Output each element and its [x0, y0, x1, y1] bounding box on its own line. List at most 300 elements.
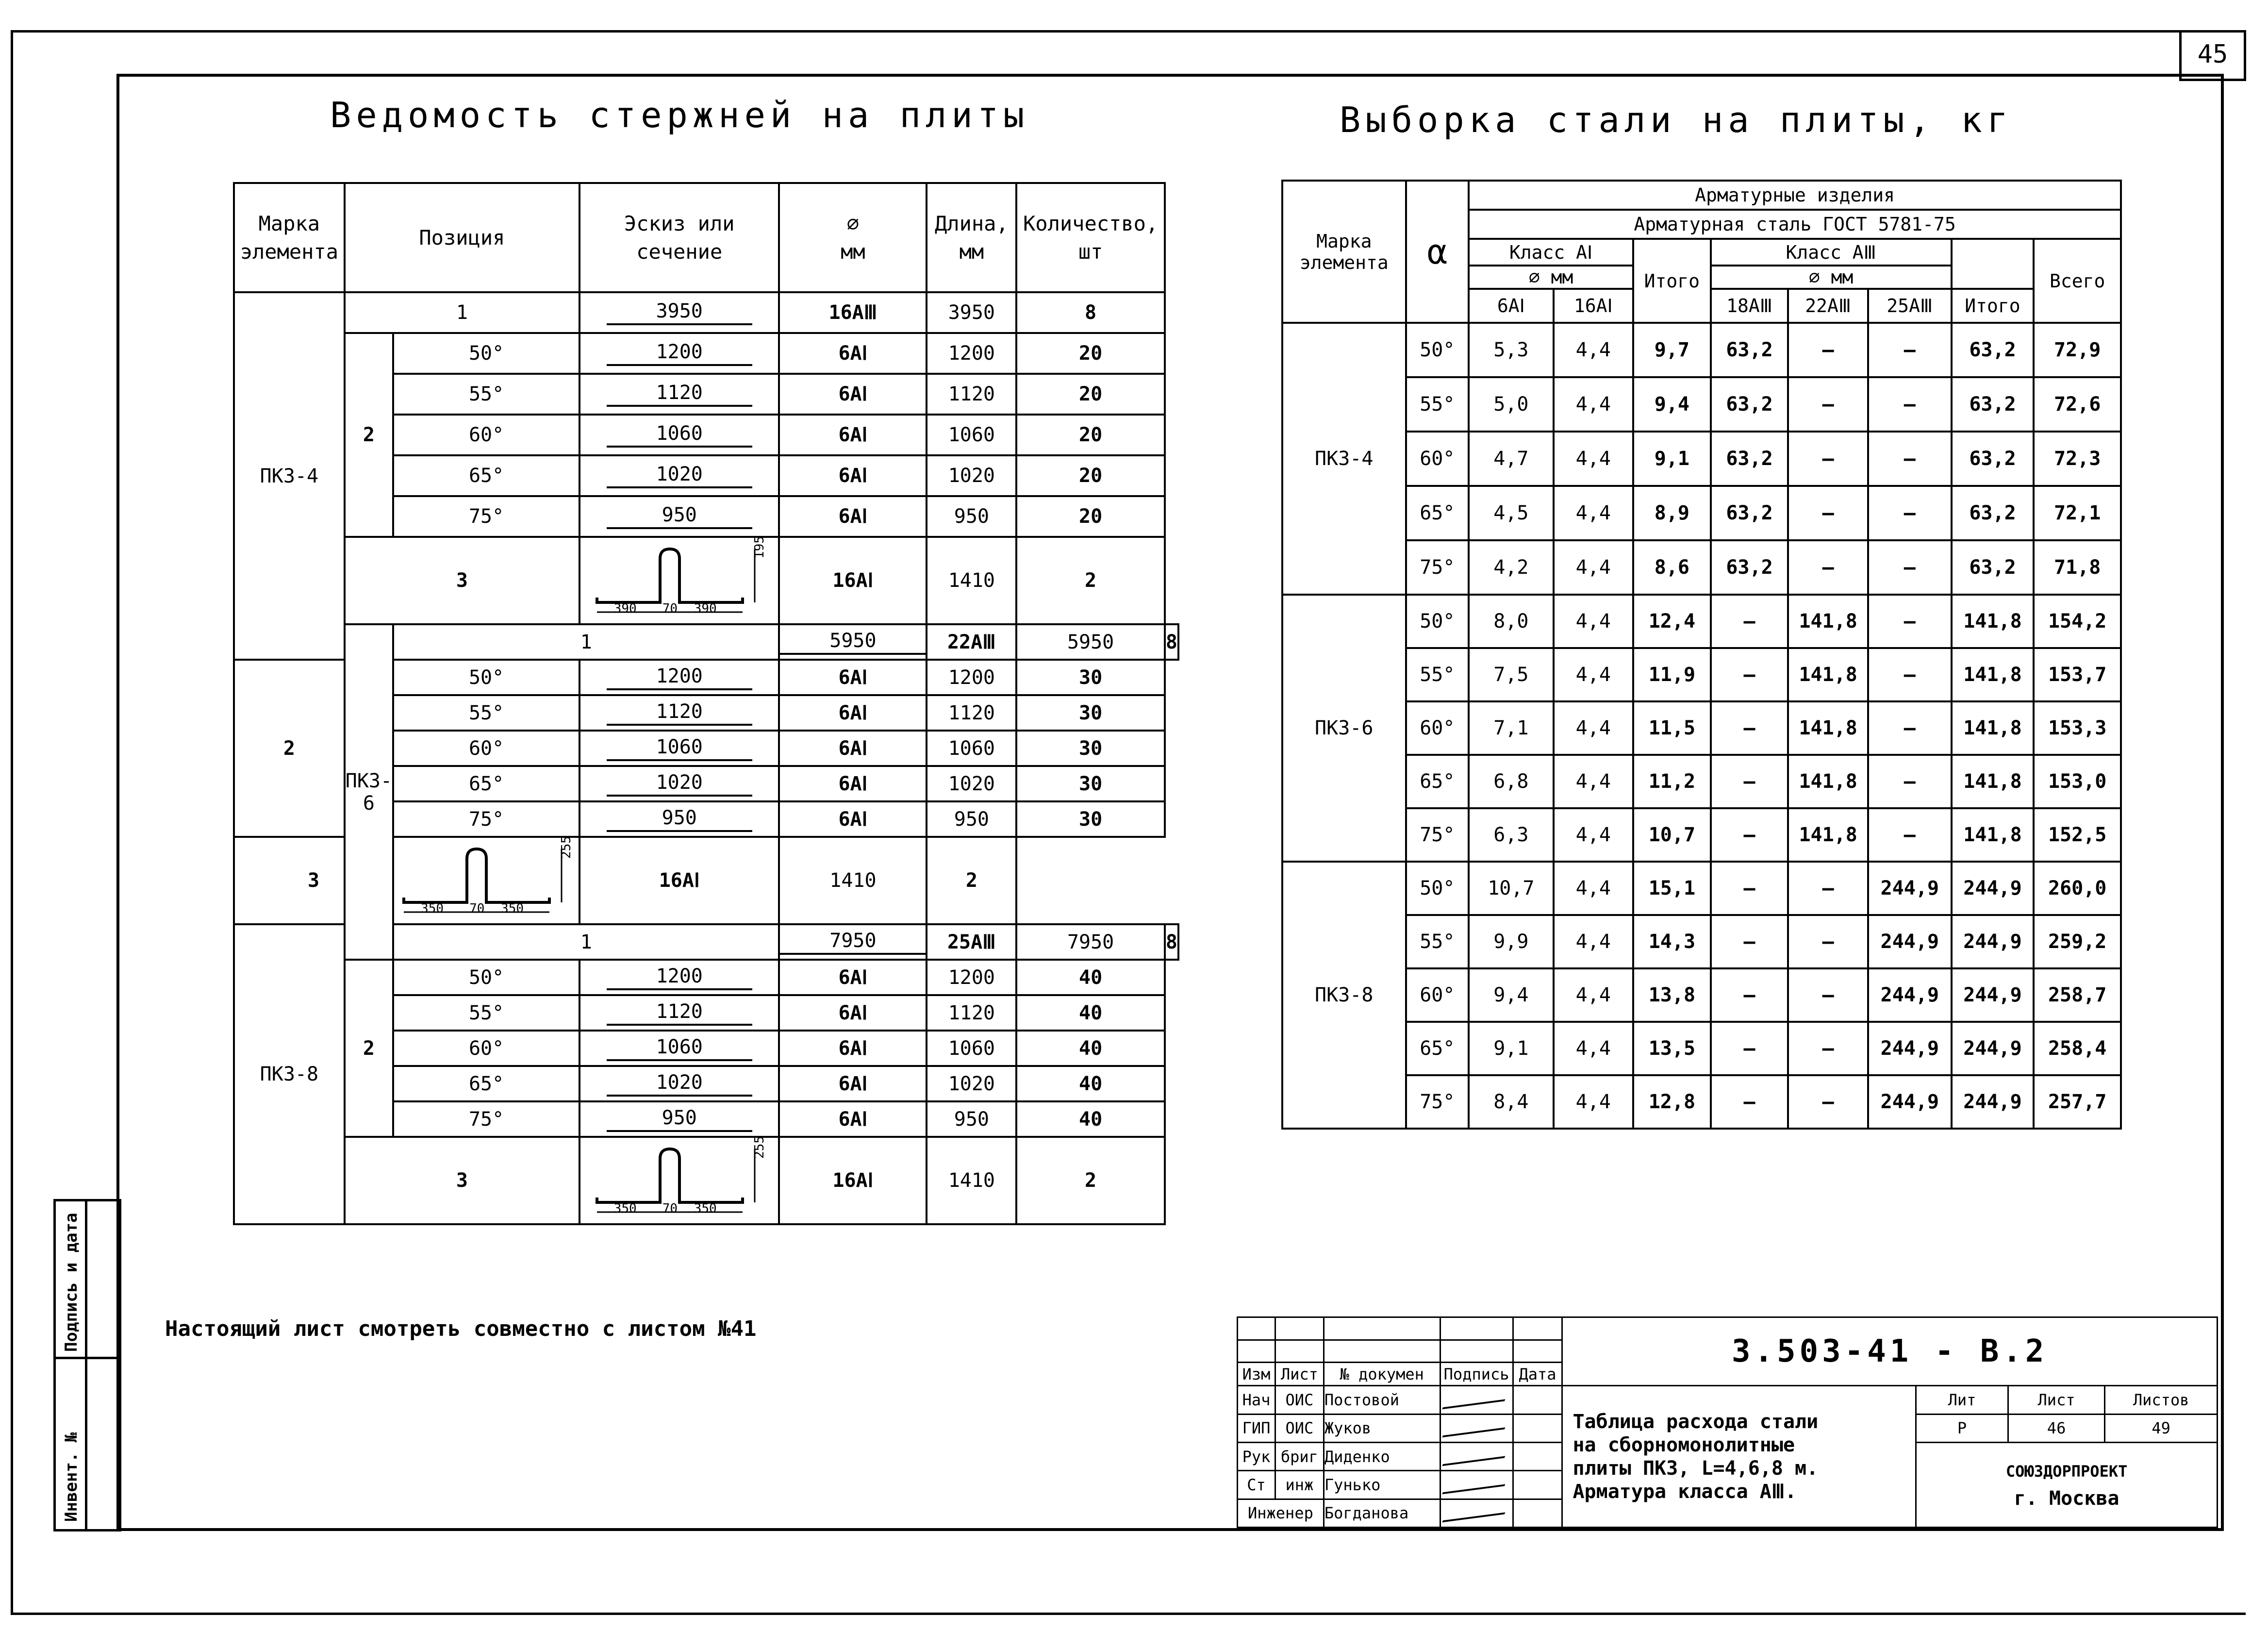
sketch-length: 5950 — [780, 630, 926, 655]
steel-value: 244,9 — [1952, 1022, 2034, 1075]
position: 2 — [345, 333, 393, 537]
angle-alpha: 55° — [1406, 648, 1469, 701]
name-zhukov: Жуков — [1324, 1414, 1440, 1442]
quantity: 20 — [1016, 333, 1165, 374]
inventory-number-label: Инвент. № — [62, 1432, 81, 1522]
header-steel: Арматурная сталь ГОСТ 5781-75 — [1469, 210, 2121, 239]
quantity: 20 — [1016, 496, 1165, 537]
length: 5950 — [1016, 624, 1165, 660]
hook-drawing — [587, 536, 772, 617]
sketch-length: 1020 — [607, 1071, 752, 1097]
length: 1200 — [927, 960, 1016, 995]
sketch-length: 1200 — [607, 965, 752, 990]
sheet-number: 45 — [2179, 30, 2246, 81]
bar-row — [234, 960, 1178, 995]
steel-value: 141,8 — [1952, 595, 2034, 648]
quantity: 2 — [1016, 1137, 1165, 1224]
steel-value: 141,8 — [1788, 595, 1868, 648]
steel-value: 63,2 — [1711, 486, 1788, 540]
hook-drawing — [394, 836, 579, 917]
diameter: 22АⅢ — [927, 624, 1016, 660]
bar-row — [234, 837, 1178, 924]
steel-row — [1282, 1022, 2121, 1075]
steel-value: — — [1711, 968, 1788, 1022]
angle: 50° — [393, 333, 579, 374]
bar-sketch — [579, 292, 779, 333]
quantity: 40 — [1016, 1101, 1165, 1137]
steel-value: 4,4 — [1554, 1022, 1633, 1075]
steel-value: — — [1788, 323, 1868, 377]
position: 1 — [393, 624, 779, 660]
steel-value: 4,4 — [1554, 915, 1633, 968]
angle: 50° — [393, 660, 579, 695]
length: 1200 — [927, 333, 1016, 374]
steel-value: 15,1 — [1633, 862, 1711, 915]
angle: 65° — [393, 455, 579, 496]
bar-row — [234, 537, 1178, 624]
sketch-length: 3950 — [607, 300, 752, 325]
steel-value: — — [1788, 968, 1868, 1022]
diameter: 6АⅠ — [779, 731, 927, 766]
diameter: 6АⅠ — [779, 1066, 927, 1101]
quantity: 30 — [1016, 766, 1165, 801]
bar-sketch — [579, 415, 779, 455]
steel-value: 4,5 — [1469, 486, 1553, 540]
steel-value: 8,9 — [1633, 486, 1711, 540]
sheet-note: Настоящий лист смотреть совместно с листом №41 — [165, 1316, 757, 1341]
steel-value: 244,9 — [1868, 862, 1952, 915]
steel-value: 141,8 — [1788, 808, 1868, 862]
bar-sketch — [579, 374, 779, 415]
steel-value: — — [1868, 701, 1952, 755]
position: 3 — [345, 537, 579, 624]
document-title: Таблица расхода стали на сборномонолитные плиты ПК3, L=4,6,8 м. Арматура класса АⅢ. — [1562, 1386, 1916, 1528]
steel-value: 4,4 — [1554, 968, 1633, 1022]
col-sketch: Эскиз или сечение — [579, 183, 779, 292]
steel-value: 9,7 — [1633, 323, 1711, 377]
sheet-value: 46 — [2008, 1414, 2105, 1442]
element-mark: ПК3-4 — [1282, 323, 1406, 595]
steel-value: 63,2 — [1711, 432, 1788, 486]
length: 1020 — [927, 766, 1016, 801]
role-st: Ст — [1238, 1471, 1275, 1499]
steel-value: 63,2 — [1711, 377, 1788, 432]
angle: 65° — [393, 1066, 579, 1101]
bar-sketch — [579, 801, 779, 837]
quantity: 8 — [1165, 624, 1178, 660]
quantity: 30 — [1016, 660, 1165, 695]
angle: 55° — [393, 695, 579, 731]
steel-value: 153,3 — [2034, 701, 2121, 755]
steel-value: 14,3 — [1633, 915, 1711, 968]
col-quantity: Количество, шт — [1016, 183, 1165, 292]
dim-a: 350 — [421, 901, 444, 916]
steel-value: — — [1868, 808, 1952, 862]
steel-value: — — [1788, 1075, 1868, 1129]
signature — [1440, 1442, 1513, 1470]
steel-row — [1282, 595, 2121, 648]
length: 1410 — [927, 537, 1016, 624]
angle-alpha: 50° — [1406, 595, 1469, 648]
steel-value: 63,2 — [1952, 540, 2034, 595]
header-class1: Класс АⅠ — [1469, 239, 1633, 266]
steel-value: 4,2 — [1469, 540, 1553, 595]
sketch-length: 1120 — [607, 1000, 752, 1026]
steel-value: 152,5 — [2034, 808, 2121, 862]
diameter: 6АⅠ — [779, 1101, 927, 1137]
steel-value: — — [1788, 540, 1868, 595]
steel-value: 141,8 — [1952, 648, 2034, 701]
steel-value: 153,0 — [2034, 755, 2121, 808]
steel-value: 8,4 — [1469, 1075, 1553, 1129]
steel-value: — — [1868, 323, 1952, 377]
binding-strip — [53, 1199, 121, 1531]
length: 1020 — [927, 455, 1016, 496]
steel-value: 4,4 — [1554, 808, 1633, 862]
angle: 75° — [393, 496, 579, 537]
steel-value: 244,9 — [1868, 968, 1952, 1022]
steel-value: 244,9 — [1952, 1075, 2034, 1129]
steel-value: — — [1868, 486, 1952, 540]
steel-row — [1282, 648, 2121, 701]
bar-sketch — [579, 1066, 779, 1101]
steel-value: 72,9 — [2034, 323, 2121, 377]
steel-value: 12,8 — [1633, 1075, 1711, 1129]
hook-drawing — [587, 1136, 772, 1217]
steel-value: — — [1711, 862, 1788, 915]
col-mark: Марка элемента — [234, 183, 345, 292]
sketch-length: 1200 — [607, 341, 752, 366]
hdr-date: Дата — [1513, 1363, 1562, 1386]
steel-value: — — [1788, 1022, 1868, 1075]
angle-alpha: 75° — [1406, 808, 1469, 862]
dim-c: 350 — [694, 1201, 717, 1216]
steel-value: 10,7 — [1469, 862, 1553, 915]
length: 950 — [927, 496, 1016, 537]
col-total2: Итого — [1952, 289, 2034, 323]
steel-value: — — [1788, 377, 1868, 432]
steel-value: 141,8 — [1952, 808, 2034, 862]
hook-sketch — [579, 537, 779, 624]
diameter: 6АⅠ — [779, 455, 927, 496]
steel-row — [1282, 755, 2121, 808]
angle-alpha: 75° — [1406, 1075, 1469, 1129]
steel-value: 13,5 — [1633, 1022, 1711, 1075]
steel-value: 5,0 — [1469, 377, 1553, 432]
angle: 55° — [393, 374, 579, 415]
steel-value: 4,4 — [1554, 1075, 1633, 1129]
steel-value: 63,2 — [1952, 432, 2034, 486]
steel-value: — — [1868, 648, 1952, 701]
steel-value: 4,4 — [1554, 540, 1633, 595]
col-position: Позиция — [345, 183, 579, 292]
dim-c: 350 — [501, 901, 524, 916]
bar-row — [234, 624, 1178, 660]
element-mark: ПК3-6 — [1282, 595, 1406, 862]
bar-sketch — [579, 496, 779, 537]
dept-nach: ОИС — [1275, 1386, 1324, 1414]
sketch-length: 1120 — [607, 382, 752, 407]
name-bogdanova: Богданова — [1324, 1499, 1440, 1527]
sketch-length: 1020 — [607, 771, 752, 797]
sketch-length: 7950 — [780, 930, 926, 955]
bar-sketch — [579, 333, 779, 374]
sign-date-label: Подпись и дата — [62, 1213, 81, 1352]
steel-value: 260,0 — [2034, 862, 2121, 915]
steel-row — [1282, 377, 2121, 432]
steel-value: 244,9 — [1868, 1075, 1952, 1129]
diameter: 16АⅠ — [779, 1137, 927, 1224]
steel-value: 13,8 — [1633, 968, 1711, 1022]
col-grand-total: Всего — [2034, 239, 2121, 323]
hook-sketch — [393, 837, 579, 924]
quantity: 8 — [1016, 292, 1165, 333]
steel-value: — — [1711, 1022, 1788, 1075]
steel-value: 4,4 — [1554, 701, 1633, 755]
steel-value: 63,2 — [1711, 323, 1788, 377]
steel-value: 4,4 — [1554, 595, 1633, 648]
hdr-sign: Подпись — [1440, 1363, 1513, 1386]
steel-value: 9,9 — [1469, 915, 1553, 968]
name-didenko: Диденко — [1324, 1442, 1440, 1470]
steel-sample-title: Выборка стали на плиты, кг — [1340, 100, 2013, 140]
quantity: 40 — [1016, 1066, 1165, 1101]
steel-value: 4,7 — [1469, 432, 1553, 486]
dim-a: 390 — [613, 601, 637, 616]
dim-h: 195 — [752, 536, 767, 559]
steel-value: 7,5 — [1469, 648, 1553, 701]
col-alpha: α — [1406, 181, 1469, 323]
angle-alpha: 60° — [1406, 432, 1469, 486]
angle: 50° — [393, 960, 579, 995]
steel-value: 7,1 — [1469, 701, 1553, 755]
col-18AIII: 18АⅢ — [1711, 289, 1788, 323]
bar-sketch — [579, 960, 779, 995]
steel-value: — — [1711, 595, 1788, 648]
diameter: 6АⅠ — [779, 374, 927, 415]
steel-value: 4,4 — [1554, 432, 1633, 486]
angle-alpha: 50° — [1406, 323, 1469, 377]
angle-alpha: 55° — [1406, 915, 1469, 968]
diameter: 6АⅠ — [779, 415, 927, 455]
angle-alpha: 65° — [1406, 1022, 1469, 1075]
steel-value: 141,8 — [1952, 755, 2034, 808]
steel-value: 72,3 — [2034, 432, 2121, 486]
steel-value: 258,7 — [2034, 968, 2121, 1022]
angle-alpha: 50° — [1406, 862, 1469, 915]
sketch-length: 1020 — [607, 463, 752, 488]
hdr-doc: № докумен — [1324, 1363, 1440, 1386]
diameter: 6АⅠ — [779, 333, 927, 374]
quantity: 2 — [927, 837, 1016, 924]
quantity: 40 — [1016, 1031, 1165, 1066]
element-mark: ПК3-6 — [345, 624, 393, 960]
angle: 55° — [393, 995, 579, 1031]
name-postovoy: Постовой — [1324, 1386, 1440, 1414]
length: 1060 — [927, 1031, 1016, 1066]
quantity: 40 — [1016, 960, 1165, 995]
element-mark: ПК3-8 — [234, 924, 345, 1224]
col-22AIII: 22АⅢ — [1788, 289, 1868, 323]
header-dmm-1: ⌀ мм — [1469, 266, 1633, 289]
diameter: 6АⅠ — [779, 1031, 927, 1066]
steel-value: 10,7 — [1633, 808, 1711, 862]
angle-alpha: 75° — [1406, 540, 1469, 595]
dim-h: 255 — [752, 1136, 767, 1159]
element-mark: ПК3-8 — [1282, 862, 1406, 1129]
length: 950 — [927, 801, 1016, 837]
steel-value: 9,4 — [1469, 968, 1553, 1022]
sketch-length: 950 — [607, 1107, 752, 1132]
steel-value: 9,1 — [1469, 1022, 1553, 1075]
steel-value: 154,2 — [2034, 595, 2121, 648]
steel-value: — — [1788, 915, 1868, 968]
header-class3: Класс АⅢ — [1711, 239, 1952, 266]
dim-c: 390 — [694, 601, 717, 616]
steel-value: 6,3 — [1469, 808, 1553, 862]
bar-sketch — [579, 660, 779, 695]
length: 1060 — [927, 415, 1016, 455]
sheets-value: 49 — [2105, 1414, 2218, 1442]
dept-ruk: бриг — [1275, 1442, 1324, 1470]
steel-value: 63,2 — [1952, 486, 2034, 540]
position: 3 — [345, 1137, 579, 1224]
quantity: 20 — [1016, 455, 1165, 496]
angle: 60° — [393, 731, 579, 766]
signature — [1440, 1386, 1513, 1414]
length: 1410 — [927, 1137, 1016, 1224]
length: 950 — [927, 1101, 1016, 1137]
steel-value: 244,9 — [1868, 1022, 1952, 1075]
steel-value: — — [1868, 432, 1952, 486]
sketch-length: 1120 — [607, 700, 752, 726]
steel-row — [1282, 701, 2121, 755]
angle: 75° — [393, 1101, 579, 1137]
steel-value: — — [1868, 540, 1952, 595]
bar-sketch — [579, 695, 779, 731]
lit-label: Лит — [1916, 1386, 2008, 1414]
diameter: 6АⅠ — [779, 766, 927, 801]
steel-row — [1282, 540, 2121, 595]
steel-value: 141,8 — [1788, 648, 1868, 701]
angle-alpha: 55° — [1406, 377, 1469, 432]
bar-sketch — [779, 624, 927, 660]
quantity: 20 — [1016, 415, 1165, 455]
steel-value: 244,9 — [1952, 968, 2034, 1022]
angle-alpha: 65° — [1406, 486, 1469, 540]
steel-row — [1282, 432, 2121, 486]
length: 1020 — [927, 1066, 1016, 1101]
position: 3 — [234, 837, 393, 924]
steel-value: 258,4 — [2034, 1022, 2121, 1075]
steel-value: 244,9 — [1868, 915, 1952, 968]
steel-value: — — [1711, 915, 1788, 968]
diameter: 6АⅠ — [779, 801, 927, 837]
length: 1410 — [779, 837, 927, 924]
steel-row — [1282, 968, 2121, 1022]
steel-value: 63,2 — [1952, 323, 2034, 377]
length: 1120 — [927, 374, 1016, 415]
steel-value: 8,0 — [1469, 595, 1553, 648]
steel-value: 4,4 — [1554, 377, 1633, 432]
diameter: 16АⅢ — [779, 292, 927, 333]
sketch-length: 1060 — [607, 736, 752, 761]
quantity: 30 — [1016, 695, 1165, 731]
header-dmm-3: ⌀ мм — [1711, 266, 1952, 289]
steel-value: 4,4 — [1554, 755, 1633, 808]
steel-row — [1282, 915, 2121, 968]
steel-value: 71,8 — [2034, 540, 2121, 595]
quantity: 30 — [1016, 801, 1165, 837]
hdr-izm: Изм — [1238, 1363, 1275, 1386]
position: 2 — [345, 960, 393, 1137]
steel-value: 63,2 — [1711, 540, 1788, 595]
steel-value: 11,2 — [1633, 755, 1711, 808]
hook-sketch — [579, 1137, 779, 1224]
bar-schedule-table — [233, 182, 1179, 1225]
dept-st: инж — [1275, 1471, 1324, 1499]
steel-value: — — [1788, 486, 1868, 540]
element-mark: ПК3-4 — [234, 292, 345, 660]
steel-row — [1282, 808, 2121, 862]
diameter: 6АⅠ — [779, 496, 927, 537]
steel-value: 72,1 — [2034, 486, 2121, 540]
steel-value: 141,8 — [1788, 755, 1868, 808]
steel-value: — — [1711, 701, 1788, 755]
steel-row — [1282, 323, 2121, 377]
angle: 75° — [393, 801, 579, 837]
steel-value: 11,5 — [1633, 701, 1711, 755]
sheet-label: Лист — [2008, 1386, 2105, 1414]
steel-value: 244,9 — [1952, 862, 2034, 915]
diameter: 6АⅠ — [779, 960, 927, 995]
quantity: 30 — [1016, 731, 1165, 766]
signature — [1440, 1414, 1513, 1442]
bar-sketch — [579, 1101, 779, 1137]
quantity: 8 — [1165, 924, 1178, 960]
bar-row — [234, 292, 1178, 333]
steel-value: 5,3 — [1469, 323, 1553, 377]
length: 3950 — [927, 292, 1016, 333]
steel-value: — — [1788, 862, 1868, 915]
quantity: 20 — [1016, 374, 1165, 415]
diameter: 25АⅢ — [927, 924, 1016, 960]
role-nach: Нач — [1238, 1386, 1275, 1414]
steel-value: — — [1711, 808, 1788, 862]
bar-row — [234, 333, 1178, 374]
steel-value: 12,4 — [1633, 595, 1711, 648]
diameter: 16АⅠ — [579, 837, 779, 924]
angle-alpha: 60° — [1406, 968, 1469, 1022]
steel-value: — — [1868, 595, 1952, 648]
steel-value: 244,9 — [1952, 915, 2034, 968]
sheets-label: Листов — [2105, 1386, 2218, 1414]
col-total1: Итого — [1633, 239, 1711, 323]
length: 1120 — [927, 695, 1016, 731]
role-ruk: Рук — [1238, 1442, 1275, 1470]
steel-value: 4,4 — [1554, 862, 1633, 915]
organization: СОЮЗДОРПРОЕКТ г. Москва — [1916, 1442, 2218, 1527]
steel-value: 259,2 — [2034, 915, 2121, 968]
quantity: 2 — [1016, 537, 1165, 624]
dim-b: 70 — [662, 601, 678, 616]
position: 1 — [393, 924, 779, 960]
steel-value: 141,8 — [1788, 701, 1868, 755]
steel-value: 9,4 — [1633, 377, 1711, 432]
quantity: 40 — [1016, 995, 1165, 1031]
bar-sketch — [579, 766, 779, 801]
angle-alpha: 65° — [1406, 755, 1469, 808]
